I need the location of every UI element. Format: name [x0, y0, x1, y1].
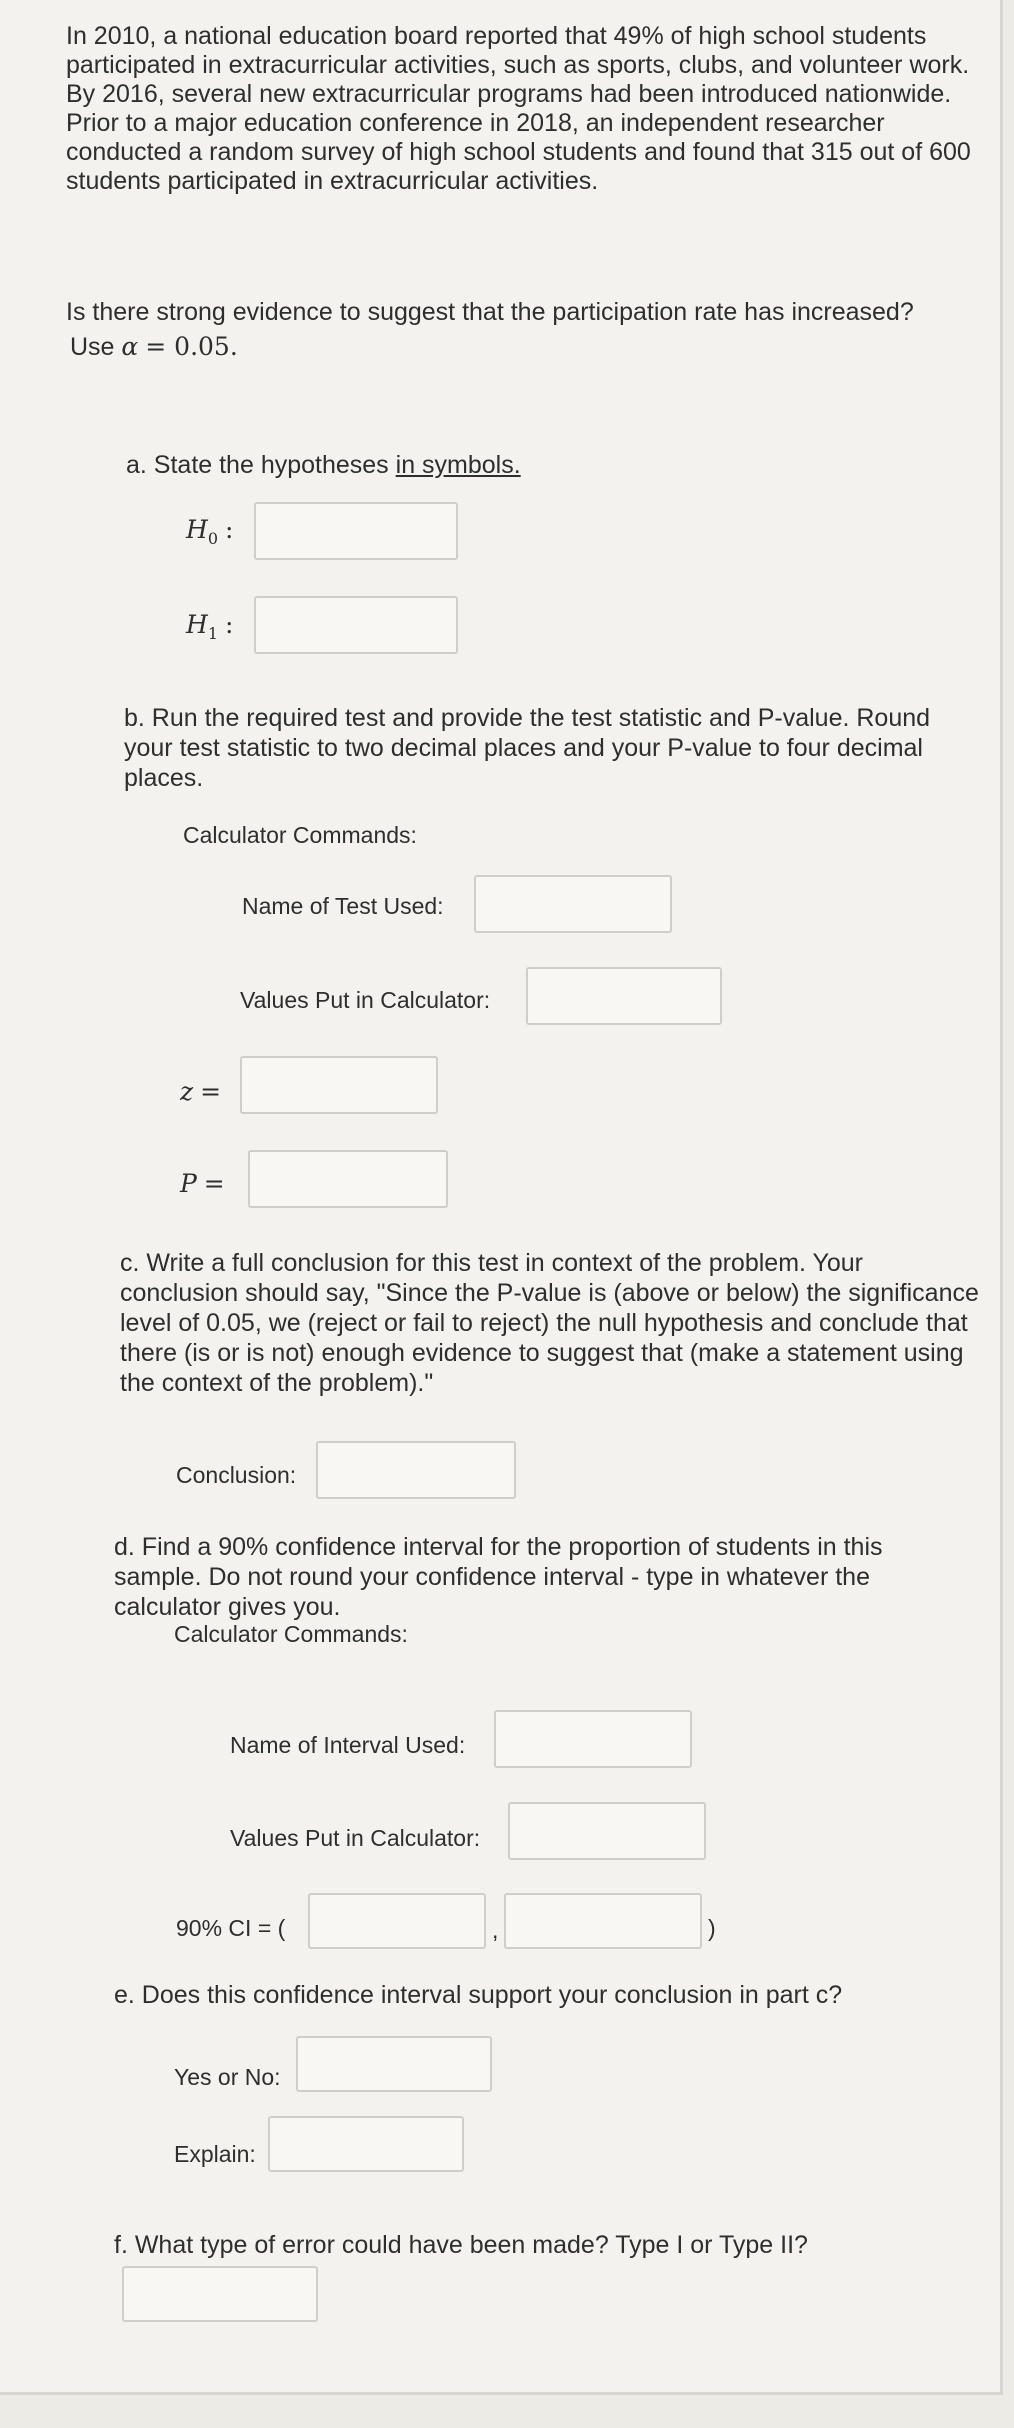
part-c-line-5: the context of the problem)." [120, 1369, 434, 1397]
values-put-input-d[interactable] [508, 1802, 706, 1860]
error-type-input[interactable] [122, 2266, 318, 2322]
part-d-line-1: d. Find a 90% confidence interval for the proportion of students in this [114, 1533, 883, 1561]
name-of-test-input[interactable] [474, 875, 672, 933]
values-put-label-d: Values Put in Calculator: [230, 1825, 481, 1851]
conclusion-input[interactable] [316, 1441, 516, 1499]
ci-comma: , [492, 1917, 499, 1943]
part-d-line-3: calculator gives you. [114, 1593, 341, 1621]
part-b-line-2: your test statistic to two decimal places and your P-value to four decimal [124, 734, 923, 762]
part-a-prompt [126, 450, 521, 480]
part-a-prompt-underlined: in symbols. [395, 451, 521, 479]
name-of-test-label: Name of Test Used: [242, 893, 444, 919]
part-c-line-4: there (is or is not) enough evidence to suggest that (make a statement using [120, 1339, 964, 1367]
part-b-line-1: b. Run the required test and provide the test statistic and P-value. Round [124, 704, 931, 732]
alpha-line [70, 332, 238, 362]
part-e-prompt: e. Does this confidence interval support your conclusion in part c? [114, 1981, 843, 2009]
yes-no-label: Yes or No: [174, 2064, 281, 2090]
p-value-input[interactable] [248, 1150, 448, 1208]
problem-line-5: conducted a random survey of high school students and found that 315 out of 600 [66, 138, 971, 166]
question-text: Is there strong evidence to suggest that the participation rate has increased? [66, 298, 914, 326]
conclusion-label: Conclusion: [176, 1462, 297, 1488]
problem-line-4: Prior to a major education conference in 2018, an independent researcher [66, 109, 885, 137]
h1-input[interactable] [254, 596, 458, 654]
ci-label: 90% CI = ( [176, 1915, 286, 1941]
h1-label: $H_1$ : [186, 610, 234, 643]
alpha-value: = 0.05. [145, 332, 238, 361]
p-label: P = [180, 1169, 225, 1198]
part-d-calculator-commands: Calculator Commands: [174, 1621, 408, 1647]
part-b-calculator-commands: Calculator Commands: [183, 822, 417, 848]
explain-input[interactable] [268, 2116, 464, 2172]
part-a-prompt-text: a. State the hypotheses [126, 451, 389, 479]
values-put-input-b[interactable] [526, 967, 722, 1025]
part-b-line-3: places. [124, 764, 204, 792]
yes-no-input[interactable] [296, 2036, 492, 2092]
h0-input[interactable] [254, 502, 458, 560]
z-label: z = [180, 1077, 222, 1106]
part-f-prompt: f. What type of error could have been made? Type I or Type II? [114, 2231, 808, 2259]
problem-line-3: By 2016, several new extracurricular programs had been introduced nationwide. [66, 80, 952, 108]
part-c-prompt [120, 1248, 1000, 1398]
name-of-interval-input[interactable] [494, 1710, 692, 1768]
part-d-line-2: sample. Do not round your confidence interval - type in whatever the [114, 1563, 870, 1591]
part-c-line-1: c. Write a full conclusion for this test in context of the problem. Your [120, 1249, 863, 1277]
alpha-prefix: Use [70, 333, 115, 361]
part-d-prompt [114, 1532, 994, 1622]
problem-line-1: In 2010, a national education board reported that 49% of high school students [66, 22, 927, 50]
problem-line-6: students participated in extracurricular activities. [66, 167, 599, 195]
values-put-label-b: Values Put in Calculator: [240, 987, 491, 1013]
ci-lower-input[interactable] [308, 1893, 486, 1949]
alpha-symbol: α [121, 332, 139, 361]
h0-label: $H_0$ : [186, 515, 234, 548]
explain-label: Explain: [174, 2141, 256, 2167]
ci-upper-input[interactable] [504, 1893, 702, 1949]
part-b-prompt [124, 703, 1004, 793]
problem-statement [66, 22, 1006, 196]
z-input[interactable] [240, 1056, 438, 1114]
part-c-line-2: conclusion should say, "Since the P-value is (above or below) the significance [120, 1279, 979, 1307]
problem-line-2: participated in extracurricular activities, such as sports, clubs, and volunteer work. [66, 51, 970, 79]
name-of-interval-label: Name of Interval Used: [230, 1732, 466, 1758]
part-c-line-3: level of 0.05, we (reject or fail to reject) the null hypothesis and conclude that [120, 1309, 968, 1337]
ci-close-paren: ) [708, 1915, 716, 1941]
